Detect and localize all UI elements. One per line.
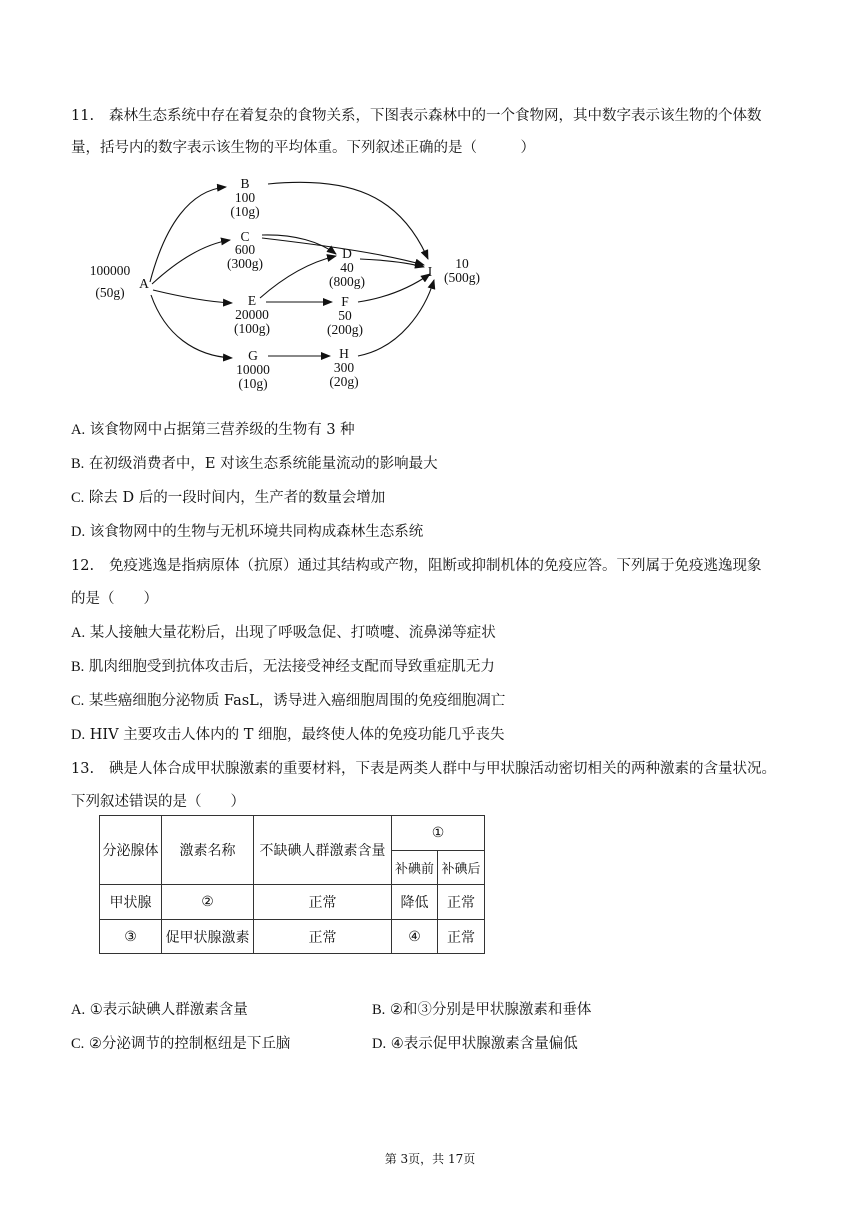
table-header-group-1: ① xyxy=(392,816,485,851)
q12-option-d[interactable] xyxy=(71,723,505,744)
table-cell: ③ xyxy=(100,920,162,954)
q13-option-c[interactable] xyxy=(71,1032,290,1053)
table-row xyxy=(100,885,485,920)
option-letter: D. xyxy=(71,524,86,540)
option-text: 在初级消费者中，E 对该生态系统能量流动的影响最大 xyxy=(88,456,438,472)
option-letter: B. xyxy=(71,456,85,472)
q13-number: 13. xyxy=(71,761,95,777)
q12-stem-line1 xyxy=(71,554,762,575)
q13-stem-line1 xyxy=(71,757,776,778)
q12-stem-text: 免疫逃逸是指病原体（抗原）通过其结构或产物，阻断或抑制机体的免疫应答。下列属于免疫逃逸现象 xyxy=(109,558,762,574)
q11-option-a[interactable] xyxy=(71,418,355,439)
option-text: 某些癌细胞分泌物质 FasL，诱导进入癌细胞周围的免疫细胞凋亡 xyxy=(88,693,506,709)
option-text: ①表示缺碘人群激素含量 xyxy=(89,1002,248,1018)
q12-option-c[interactable] xyxy=(71,689,505,710)
node-E-weight: (100g) xyxy=(234,321,270,336)
option-text: ②和③分别是甲状腺激素和垂体 xyxy=(389,1002,592,1018)
node-I-letter: I xyxy=(427,264,433,279)
option-text: 该食物网中的生物与无机环境共同构成森林生态系统 xyxy=(89,524,424,540)
table-header-before: 补碘前 xyxy=(392,851,438,885)
food-web-diagram xyxy=(0,0,860,400)
arrow-H-I xyxy=(358,280,434,356)
table-header-after: 补碘后 xyxy=(438,851,485,885)
table-cell: 促甲状腺激素 xyxy=(162,920,254,954)
option-letter: D. xyxy=(71,727,86,743)
table-cell: 正常 xyxy=(438,885,485,920)
node-C-count: 600 xyxy=(234,242,256,257)
q13-option-d[interactable] xyxy=(372,1032,578,1053)
q13-stem-line2: 下列叙述错误的是（ ） xyxy=(71,794,245,810)
arrow-F-I xyxy=(358,274,430,302)
table-cell: 正常 xyxy=(254,885,392,920)
option-text: HIV 主要攻击人体内的 T 细胞，最终使人体的免疫功能几乎丧失 xyxy=(89,727,505,743)
table-cell: 甲状腺 xyxy=(100,885,162,920)
option-letter: B. xyxy=(372,1002,386,1018)
node-B-letter: B xyxy=(240,176,250,191)
hormone-table xyxy=(99,815,485,954)
node-D-count: 40 xyxy=(340,260,354,275)
q11-option-c[interactable] xyxy=(71,486,385,507)
table-row xyxy=(100,920,485,954)
table-cell: 降低 xyxy=(392,885,438,920)
arrow-A-B xyxy=(150,187,226,282)
node-C-weight: (300g) xyxy=(227,256,263,271)
node-F-letter: F xyxy=(341,294,349,309)
option-text: ②分泌调节的控制枢纽是下丘脑 xyxy=(88,1036,291,1052)
node-A-weight: (50g) xyxy=(95,285,125,300)
node-G-letter: G xyxy=(248,348,258,363)
option-text: 除去 D 后的一段时间内，生产者的数量会增加 xyxy=(88,490,386,506)
q11-option-d[interactable] xyxy=(71,520,423,541)
q12-number: 12. xyxy=(71,558,95,574)
node-F-weight: (200g) xyxy=(327,322,363,337)
node-A-count: 100000 xyxy=(89,263,131,278)
option-letter: A. xyxy=(71,422,86,438)
node-I-count: 10 xyxy=(455,256,469,271)
option-letter: D. xyxy=(372,1036,387,1052)
q11-number: 11. xyxy=(71,108,95,124)
node-C-letter: C xyxy=(240,229,250,244)
option-letter: C. xyxy=(71,693,85,709)
node-G-weight: (10g) xyxy=(238,376,268,391)
q13-option-b[interactable] xyxy=(372,998,591,1019)
q11-option-b[interactable] xyxy=(71,452,438,473)
table-cell: ④ xyxy=(392,920,438,954)
q12-option-a[interactable] xyxy=(71,621,496,642)
node-A-letter: A xyxy=(139,276,149,291)
table-cell: 正常 xyxy=(254,920,392,954)
node-B-weight: (10g) xyxy=(230,204,260,219)
q12-option-b[interactable] xyxy=(71,655,495,676)
q12-stem-line2: 的是（ ） xyxy=(71,591,158,607)
node-E-letter: E xyxy=(247,293,257,308)
table-cell: 正常 xyxy=(438,920,485,954)
option-letter: A. xyxy=(71,1002,86,1018)
option-text: 该食物网中占据第三营养级的生物有 3 种 xyxy=(89,422,355,438)
node-B-count: 100 xyxy=(234,190,256,205)
table-cell: ② xyxy=(162,885,254,920)
q13-stem-text: 碘是人体合成甲状腺激素的重要材料，下表是两类人群中与甲状腺活动密切相关的两种激素的含量状况。 xyxy=(109,761,776,777)
option-letter: B. xyxy=(71,659,85,675)
option-text: ④表示促甲状腺激素含量偏低 xyxy=(390,1036,578,1052)
q11-stem-line2: 量，括号内的数字表示该生物的平均体重。下列叙述正确的是（ ） xyxy=(71,140,535,156)
option-text: 某人接触大量花粉后，出现了呼吸急促、打喷嚏、流鼻涕等症状 xyxy=(89,625,496,641)
node-H-count: 300 xyxy=(333,360,355,375)
arrow-A-E xyxy=(153,290,232,303)
arrow-A-C xyxy=(152,240,230,284)
option-letter: C. xyxy=(71,1036,85,1052)
node-D-weight: (800g) xyxy=(329,274,365,289)
node-D-letter: D xyxy=(342,246,352,261)
food-web-arrows xyxy=(150,182,434,358)
table-header-hormone: 激素名称 xyxy=(162,816,254,885)
arrow-C-D xyxy=(262,235,336,254)
page-footer: 第 3页，共 17页 xyxy=(384,1152,476,1166)
q13-option-a[interactable] xyxy=(71,998,248,1019)
table-header-gland: 分泌腺体 xyxy=(100,816,162,885)
node-I-weight: (500g) xyxy=(444,270,480,285)
node-G-count: 10000 xyxy=(236,362,270,377)
node-H-letter: H xyxy=(339,346,349,361)
option-letter: A. xyxy=(71,625,86,641)
option-letter: C. xyxy=(71,490,85,506)
node-H-weight: (20g) xyxy=(329,374,359,389)
q11-stem-text: 森林生态系统中存在着复杂的食物关系，下图表示森林中的一个食物网，其中数字表示该生物的个体数 xyxy=(109,108,762,124)
node-E-count: 20000 xyxy=(235,307,269,322)
arrow-E-D xyxy=(260,256,336,298)
node-F-count: 50 xyxy=(338,308,352,323)
arrow-A-G xyxy=(151,295,232,358)
table-header-normal-group: 不缺碘人群激素含量 xyxy=(254,816,392,885)
option-text: 肌肉细胞受到抗体攻击后，无法接受神经支配而导致重症肌无力 xyxy=(88,659,495,675)
